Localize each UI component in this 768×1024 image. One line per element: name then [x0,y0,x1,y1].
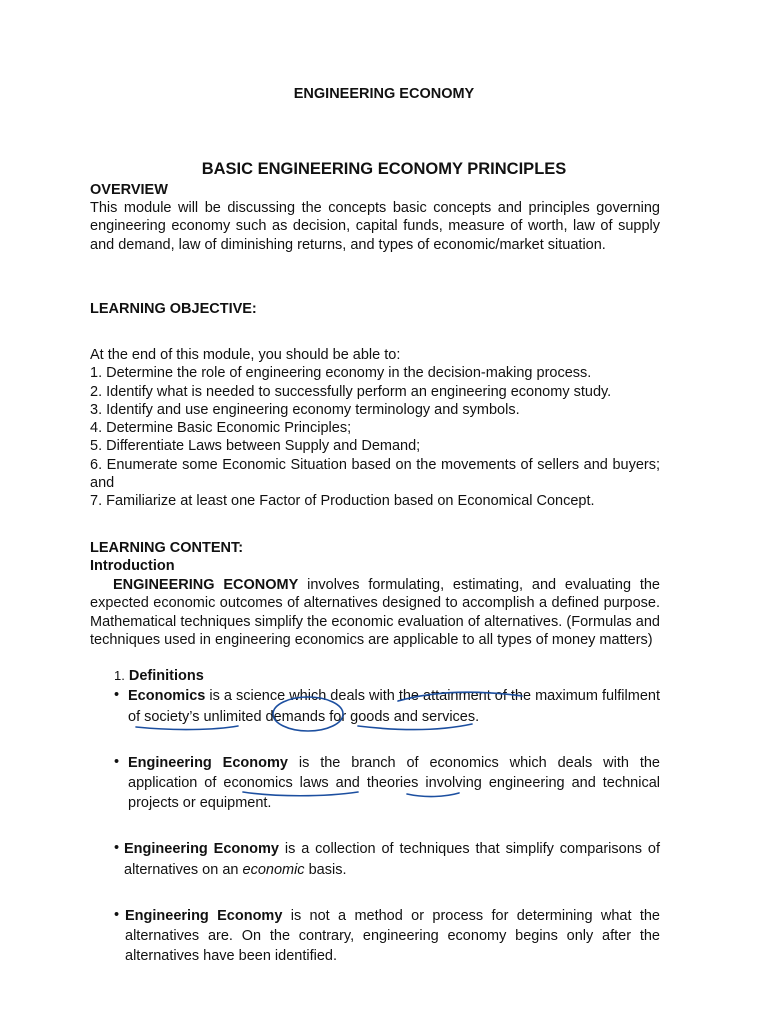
overview-heading: OVERVIEW [90,182,168,198]
bullet-marker: • [114,687,120,703]
definition-engineering-economy-1 [128,753,660,813]
definitions-heading [114,667,204,685]
definitions-heading-label: Definitions [128,668,204,684]
objective-item: 6. Enumerate some Economic Situation based on the movements of sellers and buyers; and [90,456,660,492]
bullet-marker: • [114,754,120,770]
bullet-marker: • [114,840,120,856]
definition-text: is the branch of economics which deals with the application of economics laws and theories involving engineering and technical projects or equipment. [128,755,660,811]
objective-item: 1. Determine the role of engineering economy in the decision-making process. [90,365,592,382]
introduction-text: involves formulating, estimating, and evaluating the expected economic outcomes of alternatives designed to accomplish a defined purpose. Mathematical techniques simplify the economic evaluation of alternatives. (Formulas and techniques used in engineering economics are applicable to all types of money matters) [90,577,661,648]
definition-text-end: basis. [304,862,347,878]
definition-text: is a collection of techniques that simplify comparisons of alternatives on an [124,841,660,878]
definitions-number: 1. [114,668,125,683]
overview-paragraph: This module will be discussing the concepts basic concepts and principles governing engineering economy such as decision, capital funds, measure of worth, law of supply and demand, law of diminishing returns, and types of economic/market situation. [90,200,660,253]
objective-item: 4. Determine Basic Economic Principles; [90,420,352,437]
definition-engineering-economy-3 [125,906,660,966]
objective-list [90,346,660,511]
header-title: ENGINEERING ECONOMY [293,86,475,102]
objective-heading: LEARNING OBJECTIVE: [90,301,257,317]
definition-engineering-economy-2 [124,839,660,881]
bullet-marker: • [114,907,120,923]
objective-item: 5. Differentiate Laws between Supply and Demand; [90,438,421,455]
definition-economics [128,686,660,728]
introduction-bold: ENGINEERING ECONOMY [113,577,299,593]
definition-italic: economic [242,862,305,878]
definition-text: is not a method or process for determining what the alternatives are. On the contrary, engineering economy begins only after the alternatives have been identified. [125,908,660,964]
definition-text: is a science which deals with the attainment of the maximum fulfilment of society’s unlimited demands for goods and services. [128,688,660,725]
introduction-heading: Introduction [90,558,175,574]
main-title: BASIC ENGINEERING ECONOMY PRINCIPLES [201,160,567,178]
definition-term: Engineering Economy [124,841,279,857]
objective-intro: At the end of this module, you should be able to: [90,347,401,363]
objective-item: 7. Familiarize at least one Factor of Production based on Economical Concept. [90,493,595,510]
definition-term: Engineering Economy [128,755,288,771]
objective-item: 2. Identify what is needed to successfully perform an engineering economy study. [90,383,612,400]
content-heading: LEARNING CONTENT: [90,540,244,556]
definition-term: Engineering Economy [125,908,283,924]
introduction-paragraph [90,576,660,649]
definition-term: Economics [128,688,206,704]
objective-item: 3. Identify and use engineering economy terminology and symbols. [90,401,520,418]
